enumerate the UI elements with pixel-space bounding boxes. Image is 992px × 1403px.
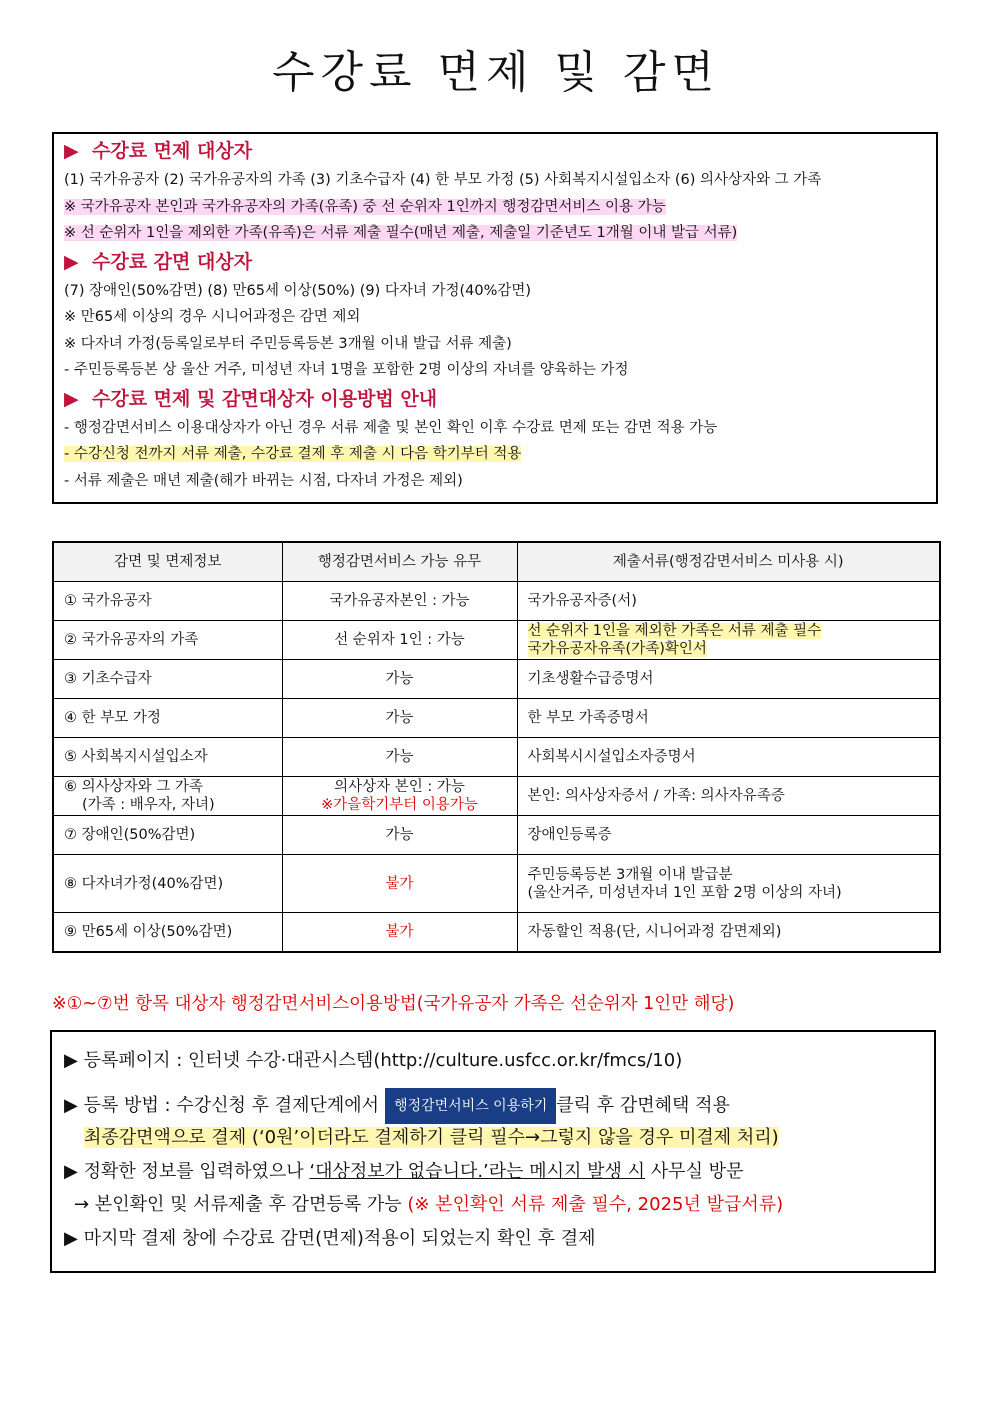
row-item: ① 국가유공자 [53,582,282,621]
no-data-message: ‘대상정보가 없습니다.’라는 메시지 발생 시 [309,1160,646,1182]
section-line-text: ※ 선 순위자 1인을 제외한 가족(유족)은 서류 제출 필수(매년 제출, 제출일 기준년도 1개월 이내 발급 서류) [64,225,738,241]
row-item: ⑦ 장애인(50%감면) [53,816,282,855]
table-header-row [53,542,940,582]
row-item-line: (가족 : 배우자, 자녀) [82,797,215,813]
section-line-text: (7) 장애인(50%감면) (8) 만65세 이상(50%) (9) 다자녀 가정(40%감면) [64,282,532,299]
row-service: 불가 [282,913,517,953]
no-data-line [64,1155,934,1189]
row-docs [517,621,940,660]
row-service: 가능 [282,660,517,699]
table-row [53,660,940,699]
row-service: 가능 [282,738,517,777]
registration-method-text: ▶ 등록 방법 : 수강신청 후 결제단계에서 [64,1094,380,1116]
table-row [53,582,940,621]
page-title: 수강료 면제 및 감면 [272,47,720,98]
registration-page-line: ▶ 등록페이지 : 인터넷 수강·대관시스템(http://culture.usfcc.or.kr/fmcs/10) [64,1050,683,1071]
row-docs: 장애인등록증 [517,816,940,855]
row-docs [517,855,940,913]
header-info: 감면 및 면제정보 [53,542,282,582]
row-docs-line: 주민등록등본 3개월 이내 발급분 [527,866,733,883]
row-service-line: 의사상자 본인 : 가능 [334,779,465,795]
section-line-text: - 행정감면서비스 이용대상자가 아닌 경우 서류 제출 및 본인 확인 이후 수강료 면제 또는 감면 적용 가능 [64,419,718,436]
identity-check-line [64,1188,934,1222]
section-line [64,220,928,247]
section-line [64,278,928,305]
registration-method-suffix: 클릭 후 감면혜택 적용 [556,1094,730,1116]
section-line [64,468,928,495]
row-docs-line: (울산거주, 미성년자녀 1인 포함 2명 이상의 자녀) [527,884,842,901]
section-line-text: ※ 만65세 이상의 경우 시니어과정은 감면 제외 [64,309,361,325]
section-line-text: (1) 국가유공자 (2) 국가유공자의 가족 (3) 기초수급자 (4) 한 부모 가정 (5) 사회복지시설입소자 (6) 의사상자와 그 가족 [64,172,822,188]
section-line [64,304,928,331]
row-item-line: ⑥ 의사상자와 그 가족 [64,779,203,795]
row-service: 가능 [282,699,517,738]
section-line [64,415,928,442]
row-docs: 한 부모 가족증명서 [517,699,940,738]
eligibility-table [52,541,941,953]
section-heading-text: 수강료 면제 및 감면대상자 이용방법 안내 [92,387,438,410]
triangle-right-icon: ▶ [64,387,79,410]
row-service: 불가 [282,855,517,913]
section-heading [64,247,928,278]
row-docs: 기초생활수급증명서 [517,660,940,699]
section-line [64,357,928,384]
section-line [64,441,928,468]
row-item: ② 국가유공자의 가족 [53,621,282,660]
registration-method-line [64,1088,934,1122]
row-item [53,777,282,816]
header-docs: 제출서류(행정감면서비스 미사용 시) [517,542,940,582]
section-heading-text: 수강료 면제 대상자 [92,140,253,162]
registration-guide-box [50,1030,936,1273]
table-row [53,738,940,777]
row-item: ④ 한 부모 가정 [53,699,282,738]
final-payment-line [64,1121,934,1155]
service-usage-note: ※①~⑦번 항목 대상자 행정감면서비스이용방법(국가유공자 가족은 선순위자 1인만 해당) [52,994,735,1014]
section-line-text: - 주민등록등본 상 울산 거주, 미성년 자녀 1명을 포함한 2명 이상의 자녀를 양육하는 가정 [64,362,629,378]
section-heading [64,136,928,167]
row-item: ⑨ 만65세 이상(50%감면) [53,913,282,953]
section-line [64,194,928,221]
no-data-text: ▶ 정확한 정보를 입력하였으나 [64,1160,304,1182]
header-service: 행정감면서비스 가능 유무 [282,542,517,582]
table-row [53,855,940,913]
row-service: 가능 [282,816,517,855]
triangle-right-icon: ▶ [64,250,79,273]
section-heading-text: 수강료 감면 대상자 [92,250,253,273]
section-line-text: ※ 국가유공자 본인과 국가유공자의 가족(유족) 중 선 순위자 1인까지 행정감면서비스 이용 가능 [64,198,666,215]
row-item: ③ 기초수급자 [53,660,282,699]
identity-check-text: → 본인확인 및 서류제출 후 감면등록 가능 [74,1194,402,1215]
section-heading [64,384,928,415]
row-service-note: ※가을학기부터 이용가능 [321,797,478,813]
identity-check-note: (※ 본인확인 서류 제출 필수, 2025년 발급서류) [407,1194,784,1215]
row-service: 국가유공자본인 : 가능 [282,582,517,621]
table-row [53,777,940,816]
row-docs-line: 국가유공자유족(가족)확인서 [527,641,707,657]
row-item: ⑧ 다자녀가정(40%감면) [53,855,282,913]
no-data-action: 사무실 방문 [650,1160,744,1182]
row-docs: 사회복시시설입소자증명서 [517,738,940,777]
eligibility-box [52,132,938,504]
row-docs: 자동할인 적용(단, 시니어과정 감면제외) [517,913,940,953]
section-line-text: - 서류 제출은 매년 제출(해가 바뀌는 시점, 다자녀 가정은 제외) [64,472,463,489]
final-payment-text: 최종감면액으로 결제 (‘0원’이더라도 결제하기 클릭 필수→그렇지 않을 경우 미결제 처리) [84,1127,779,1148]
table-row [53,699,940,738]
triangle-right-icon: ▶ [64,140,79,162]
row-service [282,777,517,816]
row-docs: 국가유공자증(서) [517,582,940,621]
row-docs: 본인: 의사상자증서 / 가족: 의사자유족증 [517,777,940,816]
row-docs-line: 선 순위자 1인을 제외한 가족은 서류 제출 필수 [527,623,822,639]
table-row [53,621,940,660]
row-item: ⑤ 사회복지시설입소자 [53,738,282,777]
table-row [53,913,940,953]
row-service: 선 순위자 1인 : 가능 [282,621,517,660]
tax-reduction-service-button[interactable]: 행정감면서비스 이용하기 [385,1088,556,1124]
section-line-text: ※ 다자녀 가정(등록일로부터 주민등록등본 3개월 이내 발급 서류 제출) [64,335,512,352]
final-check-line: ▶ 마지막 결제 창에 수강료 감면(면제)적용이 되었는지 확인 후 결제 [64,1227,596,1249]
section-line [64,167,928,194]
section-line-text: - 수강신청 전까지 서류 제출, 수강료 결제 후 제출 시 다음 학기부터 적용 [64,446,522,462]
section-line [64,331,928,358]
table-row [53,816,940,855]
